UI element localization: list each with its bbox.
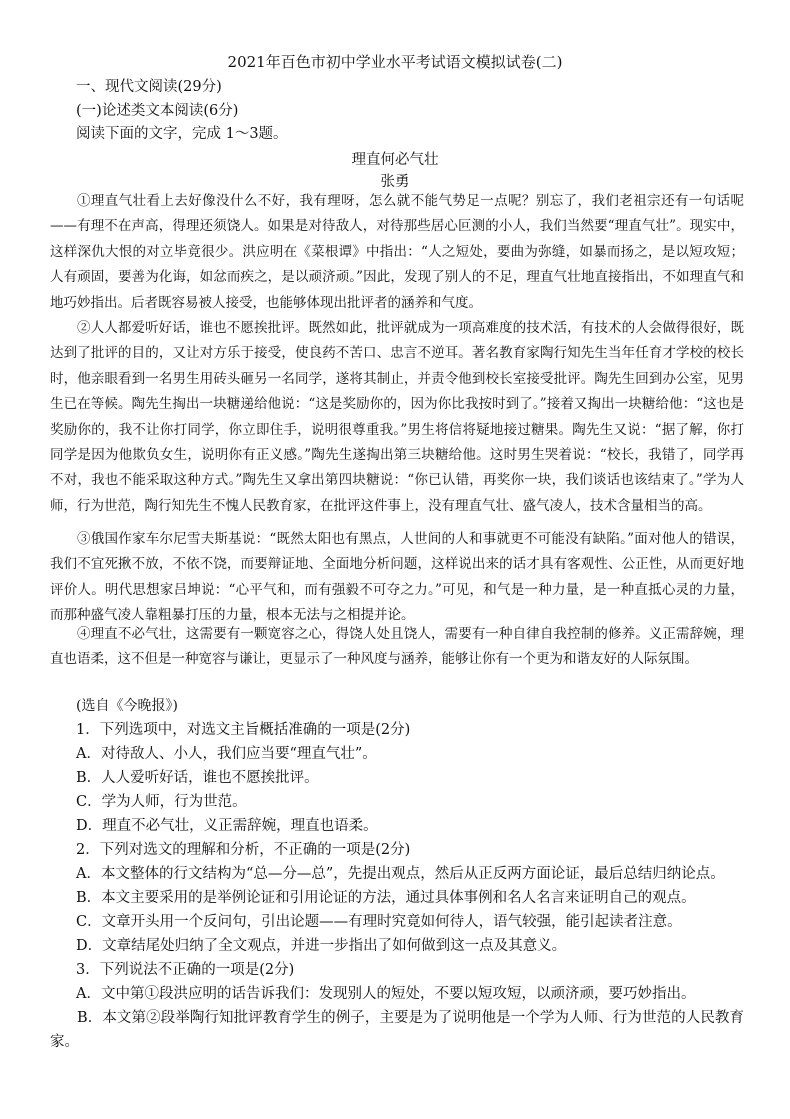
question-1-option-d: D．理直不必气壮，义正需辞婉，理直也语柔。 bbox=[76, 818, 378, 834]
question-1-option-a: A．对待敌人、小人，我们应当要“理直气壮”。 bbox=[76, 746, 377, 762]
question-2-option-d: D．文章结尾处归纳了全文观点，并进一步指出了如何做到这一点及其意义。 bbox=[76, 938, 567, 954]
article-source: (选自《今晚报》) bbox=[76, 698, 178, 714]
question-1-option-c: C．学为人师，行为世范。 bbox=[76, 794, 247, 810]
article-paragraph-4: ④理直不必气壮，这需要有一颗宽容之心，得饶人处且饶人，需要有一种自律自我控制的修养。义正需辞婉，理直也语柔，这不但是一种宽容与谦让，更显示了一种风度与涵养，能够让你有一个更为和谐友好的人际氛围。 bbox=[50, 626, 744, 668]
article-paragraph-2: ②人人都爱听好话，谁也不愿挨批评。既然如此，批评就成为一项高难度的技术活，有技术的人会做得很好，既达到了批评的目的，又让对方乐于接受，使良药不苦口、忠言不逆耳。著名教育家陶行知先生当年任育才学校的校长时，他亲眼看到一名男生用砖头砸另一名同学，遂将其制止，并责令他到校长室接受批评。陶先生回到办公室，见男生已在等候。陶先生掏出一块糖递给他说：“这是奖励你的，因为你比我按时到了。”接着又掏出一块糖给他：“这也是奖励你的，我不让你打同学，你立即住手，说明很尊重我。”男生将信将疑地接过糖果。陶先生又说：“据了解，你打同学是因为他欺负女生，说明你有正义感。”陶先生遂掏出第三块糖给他。这时男生哭着说：“校长，我错了，同学再不对，我也不能采取这种方式。”陶先生又拿出第四块糖说：“你已认错，再奖你一块，我们谈话也该结束了。”学为人师，行为世范，陶行知先生不愧人民教育家，在批评这件事上，没有理直气壮、盛气凌人，技术含量相当的高。 bbox=[50, 320, 744, 514]
question-2-stem: 2．下列对选文的理解和分析，不正确的一项是(2分) bbox=[76, 842, 411, 858]
reading-instruction: 阅读下面的文字，完成 1～3题。 bbox=[76, 126, 288, 142]
article-paragraph-3: ③俄国作家车尔尼雪夫斯基说：“既然太阳也有黑点，人世间的人和事就更不可能没有缺陷。”面对他人的错误，我们不宜死揪不放，不依不饶，而要辩证地、全面地分析问题，这样说出来的话才具有客观性、公正性，从而更好地评价人。明代思想家吕坤说：“心平气和，而有强毅不可夺之力。”可见，和气是一种力量，是一种直抵心灵的力量，而那种盛气凌人靠粗暴打压的力量，根本无法与之相提并论。 bbox=[50, 531, 744, 624]
question-2-option-b: B．本文主要采用的是举例论证和引用论证的方法，通过具体事例和名人名言来证明自己的观点。 bbox=[76, 890, 696, 906]
article-author: 张勇 bbox=[380, 174, 410, 190]
question-3-stem: 3．下列说法不正确的一项是(2分) bbox=[76, 962, 295, 978]
question-2-option-c: C．文章开头用一个反问句，引出论题——有理时究竟如何待人，语气较强，能引起读者注意。 bbox=[76, 914, 682, 930]
question-2-option-a: A．本文整体的行文结构为“总—分—总”，先提出观点，然后从正反两方面论证，最后总结归纳论点。 bbox=[76, 866, 725, 882]
subsection-heading: (一)论述类文本阅读(6分) bbox=[76, 103, 239, 119]
article-title: 理直何必气壮 bbox=[351, 152, 439, 168]
section-heading: 一、现代文阅读(29分) bbox=[76, 79, 222, 95]
question-1-option-b: B．人人爱听好话，谁也不愿挨批评。 bbox=[76, 770, 319, 786]
question-1-stem: 1．下列选项中，对选文主旨概括准确的一项是(2分) bbox=[76, 722, 411, 738]
article-paragraph-1: ①理直气壮看上去好像没什么不好，我有理呀，怎么就不能气势足一点呢？别忘了，我们老祖宗还有一句话呢——有理不在声高，得理还须饶人。如果是对待敌人，对待那些居心叵测的小人，我们当然要“理直气壮”。现实中，这样深仇大恨的对立毕竟很少。洪应明在《菜根谭》中指出：“人之短处，要曲为弥缝，如暴而扬之，是以短攻短；人有顽固，要善为化诲，如忿而疾之，是以顽济顽。”因此，发现了别人的不足，理直气壮地直接指出，不如理直气和地巧妙指出。后者既容易被人接受，也能够体现出批评者的涵养和气度。 bbox=[50, 193, 744, 311]
question-3-option-b: B．本文第②段举陶行知批评教育学生的例子，主要是为了说明他是一个学为人师、行为世范的人民教育家。 bbox=[50, 1010, 744, 1050]
exam-title: 2021年百色市初中学业水平考试语文模拟试卷(二) bbox=[227, 53, 563, 71]
question-3-option-a: A．文中第①段洪应明的话告诉我们：发现别人的短处，不要以短攻短，以顽济顽，要巧妙指出。 bbox=[76, 986, 696, 1002]
